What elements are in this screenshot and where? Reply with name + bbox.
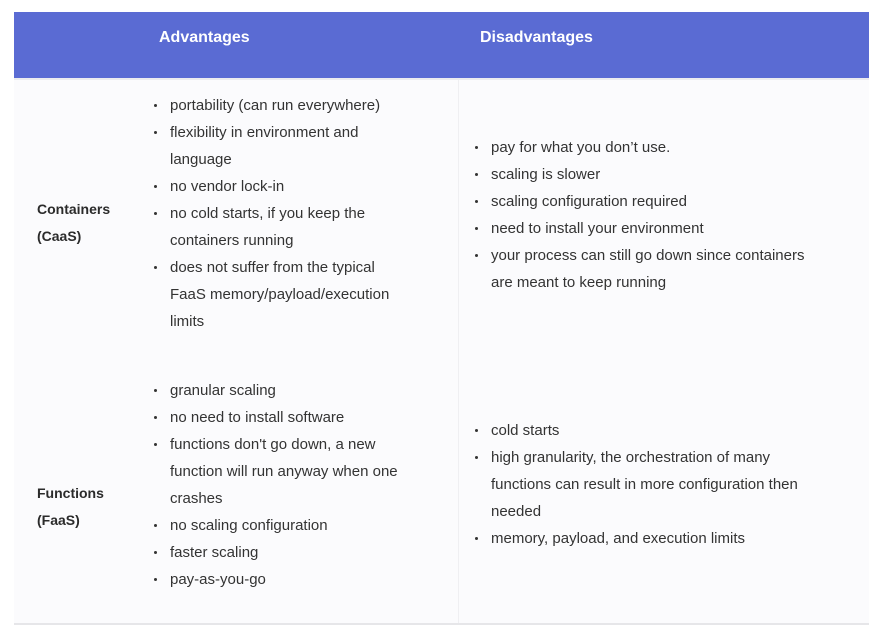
bullet-icon bbox=[154, 551, 157, 554]
bullet-icon bbox=[154, 104, 157, 107]
list-item-text: scaling is slower bbox=[491, 166, 601, 183]
row-header-subtitle: (FaaS) bbox=[37, 512, 80, 528]
containers-disadvantages-list bbox=[474, 134, 824, 296]
bullet-icon bbox=[475, 537, 478, 540]
list-item bbox=[153, 539, 423, 566]
row-header-title: Functions bbox=[37, 485, 104, 501]
row-header-functions bbox=[37, 480, 147, 534]
list-item-text: functions don't go down, a new function will run anyway when one crashes bbox=[170, 436, 398, 507]
list-item-text: no vendor lock-in bbox=[170, 178, 285, 195]
bullet-icon bbox=[154, 416, 157, 419]
list-item bbox=[474, 215, 824, 242]
list-item-text: no cold starts, if you keep the containers running bbox=[170, 205, 366, 249]
list-item bbox=[474, 134, 824, 161]
row-header-containers bbox=[37, 196, 147, 250]
bullet-icon bbox=[154, 389, 157, 392]
list-item bbox=[153, 512, 423, 539]
table-row-containers bbox=[14, 78, 869, 367]
list-item bbox=[153, 404, 423, 431]
containers-advantages-list bbox=[153, 92, 403, 335]
list-item-text: no need to install software bbox=[170, 409, 345, 426]
table-row-functions bbox=[14, 365, 869, 625]
functions-disadvantages-list bbox=[474, 417, 824, 552]
list-item bbox=[474, 161, 824, 188]
list-item bbox=[153, 431, 423, 512]
list-item bbox=[153, 566, 423, 593]
comparison-table bbox=[14, 12, 869, 624]
bullet-icon bbox=[475, 254, 478, 257]
list-item-text: flexibility in environment and language bbox=[170, 124, 359, 168]
column-divider bbox=[458, 80, 459, 365]
list-item-text: does not suffer from the typical FaaS memory/payload/execution limits bbox=[170, 259, 390, 330]
advantages-column-header: Advantages bbox=[159, 29, 250, 46]
list-item bbox=[153, 92, 403, 119]
bullet-icon bbox=[475, 146, 478, 149]
bullet-icon bbox=[154, 578, 157, 581]
list-item bbox=[153, 200, 403, 254]
bullet-icon bbox=[475, 227, 478, 230]
list-item bbox=[474, 444, 824, 525]
list-item-text: your process can still go down since containers are meant to keep running bbox=[491, 247, 805, 291]
bullet-icon bbox=[475, 456, 478, 459]
row-header-title: Containers bbox=[37, 201, 111, 217]
disadvantages-column-header: Disadvantages bbox=[480, 29, 593, 46]
column-divider bbox=[458, 365, 459, 623]
functions-advantages-list bbox=[153, 377, 423, 593]
list-item-text: need to install your environment bbox=[491, 220, 704, 237]
list-item bbox=[474, 242, 824, 296]
list-item-text: granular scaling bbox=[170, 382, 276, 399]
list-item-text: cold starts bbox=[491, 422, 560, 439]
bullet-icon bbox=[154, 212, 157, 215]
list-item bbox=[153, 173, 403, 200]
list-item-text: no scaling configuration bbox=[170, 517, 328, 534]
bullet-icon bbox=[475, 429, 478, 432]
row-header-subtitle: (CaaS) bbox=[37, 228, 82, 244]
bullet-icon bbox=[154, 185, 157, 188]
list-item-text: memory, payload, and execution limits bbox=[491, 530, 746, 547]
bullet-icon bbox=[475, 173, 478, 176]
list-item-text: scaling configuration required bbox=[491, 193, 687, 210]
list-item bbox=[153, 377, 423, 404]
list-item bbox=[153, 119, 403, 173]
list-item bbox=[153, 254, 403, 335]
list-item-text: pay-as-you-go bbox=[170, 571, 266, 588]
bullet-icon bbox=[154, 524, 157, 527]
list-item-text: portability (can run everywhere) bbox=[170, 97, 381, 114]
bullet-icon bbox=[154, 131, 157, 134]
list-item bbox=[474, 417, 824, 444]
bullet-icon bbox=[475, 200, 478, 203]
list-item bbox=[474, 188, 824, 215]
table-header bbox=[14, 12, 869, 78]
bullet-icon bbox=[154, 443, 157, 446]
list-item-text: faster scaling bbox=[170, 544, 259, 561]
list-item-text: high granularity, the orchestration of many functions can result in more configuration then needed bbox=[491, 449, 798, 520]
list-item-text: pay for what you don’t use. bbox=[491, 139, 671, 156]
list-item bbox=[474, 525, 824, 552]
bullet-icon bbox=[154, 266, 157, 269]
